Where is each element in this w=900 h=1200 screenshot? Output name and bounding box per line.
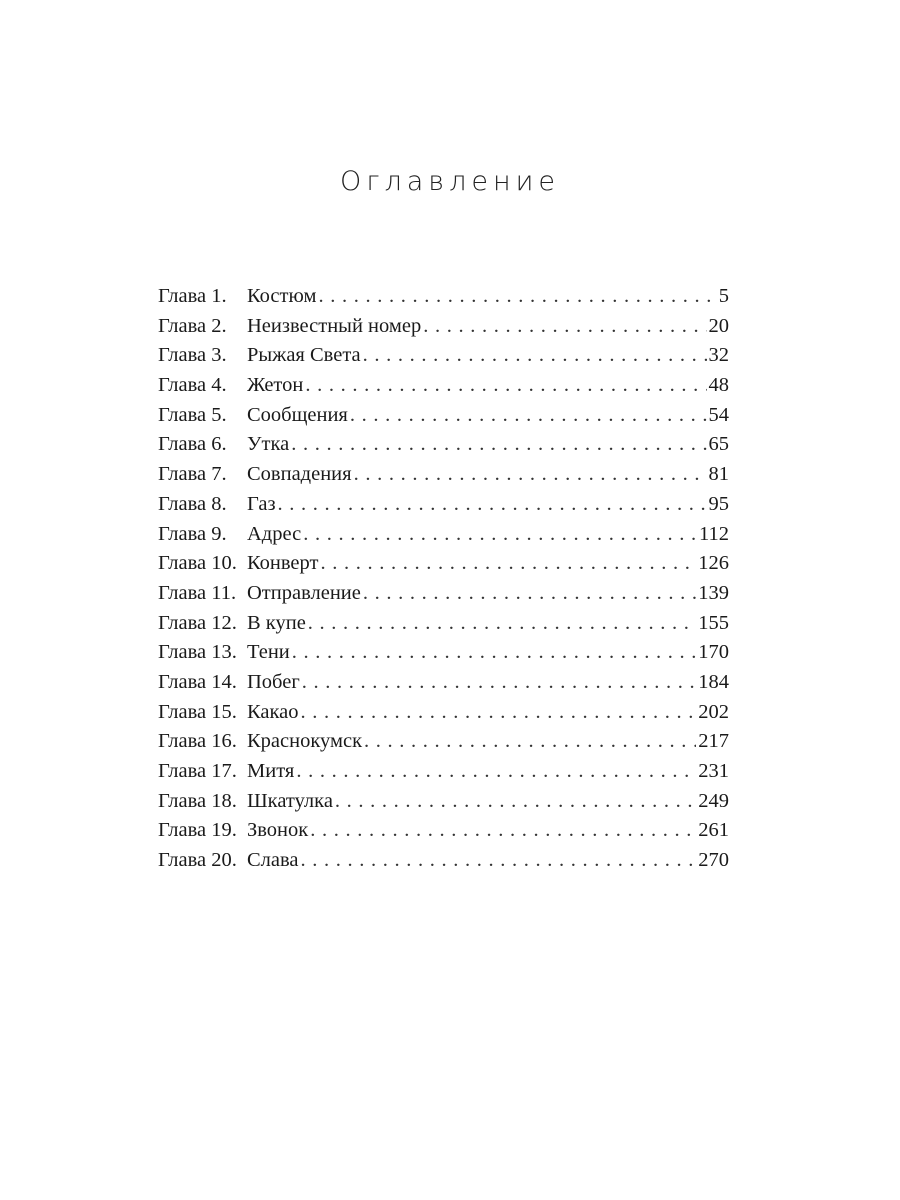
chapter-label: Глава 18.	[158, 789, 237, 812]
dot-leader	[423, 315, 706, 338]
dot-leader	[308, 612, 696, 635]
dot-leader	[305, 374, 706, 397]
page-number: 184	[698, 670, 729, 693]
dot-leader	[320, 552, 696, 575]
chapter-title: Отправление	[247, 581, 361, 604]
chapter-title: Неизвестный номер	[247, 314, 422, 337]
page-number: 32	[708, 344, 729, 367]
toc-entry[interactable]	[158, 701, 729, 731]
dot-leader	[364, 730, 696, 753]
toc-entry[interactable]	[158, 344, 729, 374]
chapter-label: Глава 11.	[158, 581, 237, 604]
chapter-label: Глава 8.	[158, 492, 227, 515]
chapter-label: Глава 13.	[158, 641, 237, 664]
page-number: 139	[698, 581, 729, 604]
chapter-label: Глава 3.	[158, 344, 227, 367]
chapter-label: Глава 7.	[158, 463, 227, 486]
page-number: 170	[698, 641, 729, 664]
chapter-title: Звонок	[247, 819, 309, 842]
dot-leader	[354, 463, 707, 486]
toc-entry[interactable]	[158, 671, 729, 701]
chapter-title: Утка	[247, 433, 290, 456]
page-number: 270	[698, 849, 729, 872]
chapter-title: Слава	[247, 849, 299, 872]
toc-entry[interactable]	[158, 493, 729, 523]
toc-entry[interactable]	[158, 760, 729, 790]
chapter-label: Глава 14.	[158, 670, 237, 693]
toc-entry[interactable]	[158, 404, 729, 434]
dot-leader	[310, 819, 696, 842]
toc-entry[interactable]	[158, 612, 729, 642]
chapter-title: Краснокумск	[247, 730, 363, 753]
chapter-title: Совпадения	[247, 463, 352, 486]
toc-entry[interactable]	[158, 730, 729, 760]
dot-leader	[301, 849, 697, 872]
page-number: 261	[698, 819, 729, 842]
chapter-label: Глава 2.	[158, 314, 227, 337]
chapter-title: Костюм	[247, 285, 317, 307]
page-number: 5	[718, 285, 729, 307]
dot-leader	[291, 433, 706, 456]
dot-leader	[350, 404, 707, 427]
chapter-title: Какао	[247, 700, 299, 723]
dot-leader	[363, 582, 696, 605]
chapter-title: Адрес	[247, 522, 302, 545]
page-number: 249	[698, 789, 729, 812]
chapter-title: Рыжая Света	[247, 344, 361, 367]
dot-leader	[296, 760, 696, 783]
toc-entry[interactable]	[158, 849, 729, 879]
chapter-label: Глава 4.	[158, 374, 227, 397]
toc-entry[interactable]	[158, 582, 729, 612]
toc-entry[interactable]	[158, 641, 729, 671]
chapter-label: Глава 16.	[158, 730, 237, 753]
chapter-title: Конверт	[247, 552, 319, 575]
toc-entry[interactable]	[158, 374, 729, 404]
dot-leader	[303, 523, 697, 546]
chapter-label: Глава 17.	[158, 760, 237, 782]
page-number: 126	[698, 552, 729, 575]
toc-entry[interactable]	[158, 285, 729, 315]
chapter-label: Глава 20.	[158, 849, 237, 872]
chapter-title: В купе	[247, 611, 306, 634]
chapter-title: Газ	[247, 492, 276, 515]
chapter-label: Глава 19.	[158, 819, 237, 842]
page-number: 48	[708, 374, 729, 397]
toc-entry[interactable]	[158, 315, 729, 345]
chapter-title: Побег	[247, 670, 300, 693]
chapter-title: Жетон	[247, 374, 304, 397]
dot-leader	[278, 493, 707, 516]
dot-leader	[301, 701, 697, 724]
chapter-title: Тени	[247, 641, 290, 664]
page-number: 202	[698, 700, 729, 723]
page-title: Оглавление	[339, 166, 561, 197]
toc-entry[interactable]	[158, 523, 729, 553]
page-number: 155	[698, 611, 729, 634]
page-number: 20	[708, 314, 729, 337]
chapter-label: Глава 12.	[158, 611, 237, 634]
chapter-label: Глава 15.	[158, 700, 237, 723]
table-of-contents	[158, 285, 729, 879]
dot-leader	[292, 641, 696, 664]
chapter-title: Шкатулка	[247, 789, 333, 812]
page-number: 81	[708, 463, 729, 486]
page-number: 65	[708, 433, 729, 456]
chapter-label: Глава 9.	[158, 522, 227, 545]
chapter-title: Сообщения	[247, 403, 348, 426]
chapter-label: Глава 6.	[158, 433, 227, 456]
page-number: 217	[698, 730, 729, 753]
chapter-label: Глава 5.	[158, 403, 227, 426]
page-number: 231	[698, 760, 729, 782]
toc-entry[interactable]	[158, 433, 729, 463]
toc-entry[interactable]	[158, 552, 729, 582]
page-number: 95	[708, 492, 729, 515]
toc-entry[interactable]	[158, 790, 729, 820]
page-number: 54	[708, 403, 729, 426]
chapter-label: Глава 10.	[158, 552, 237, 575]
page-number: 112	[699, 522, 729, 545]
chapter-label: Глава 1.	[158, 285, 227, 307]
toc-entry[interactable]	[158, 463, 729, 493]
dot-leader	[335, 790, 696, 813]
dot-leader	[302, 671, 697, 694]
toc-entry[interactable]	[158, 819, 729, 849]
dot-leader	[319, 285, 717, 308]
chapter-title: Митя	[247, 760, 295, 782]
dot-leader	[363, 344, 707, 367]
